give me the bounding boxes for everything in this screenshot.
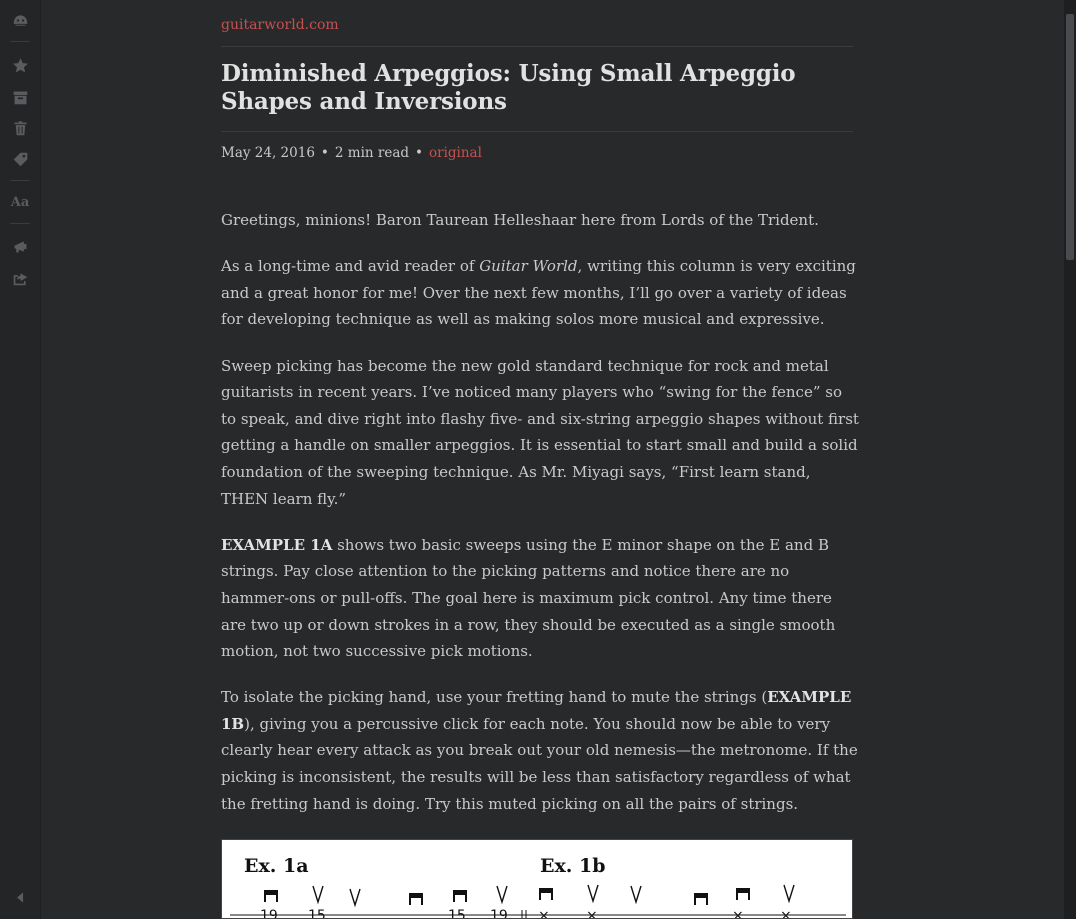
emphasis: Guitar World <box>479 257 578 276</box>
text: , writing this column is very exciting and a great honor for me! Over the next few months, I’ll go over a variety of ideas for developing technique as well as making solos more musical and expressive. <box>221 257 856 329</box>
scrollbar-thumb[interactable] <box>1066 14 1074 260</box>
source-domain-link[interactable]: guitarworld.com <box>221 17 339 33</box>
tag-icon[interactable] <box>11 150 29 168</box>
paragraph: Sweep picking has become the new gold standard technique for rock and metal guitarists in recent years. I’ve noticed many players who “swing for the fence” so to speak, and dive right into flashy five- and six-string arpeggio shapes without first getting a handle on smaller arpeggios. It is essential to start small and build a solid foundation of the sweeping technique. As Mr. Miyagi says, “First learn stand, THEN learn fly.” <box>221 356 859 508</box>
figure-label: Ex. 1b <box>540 855 606 877</box>
scrollbar[interactable] <box>1064 0 1076 919</box>
read-time: 2 min read <box>334 145 410 161</box>
paragraph: Greetings, minions! Baron Taurean Helleshaar here from Lords of the Trident. <box>221 211 819 229</box>
sidebar-divider <box>10 223 30 224</box>
paragraph <box>221 253 861 333</box>
tab-number: 15 <box>448 908 466 919</box>
tab-mute-mark: × <box>586 908 598 919</box>
article-title: Diminished Arpeggios: Using Small Arpeggio Shapes and Inversions <box>221 60 796 115</box>
sidebar-divider <box>10 180 30 181</box>
bold-text: EXAMPLE 1B <box>221 688 852 733</box>
tab-mute-mark: × <box>538 908 550 919</box>
text: shows two basic sweeps using the E minor shape on the E and B strings. Pay close attention to the picking patterns and notice there are no hammer-ons or pull-offs. The goal here is maximum pick control. Any time there are two up or down strokes in a row, they should be executed as a single smooth motion, not two successive pick motions. <box>221 535 836 661</box>
font-settings-icon[interactable]: Aa <box>10 194 30 210</box>
tab-number: 19 <box>260 908 278 919</box>
divider <box>221 46 853 47</box>
tab-number: 19 <box>490 908 508 919</box>
tab-notation-image <box>221 839 853 919</box>
sidebar-divider <box>10 41 30 42</box>
article-body <box>221 207 861 837</box>
text: As a long-time and avid reader of <box>221 257 480 276</box>
divider <box>221 131 853 132</box>
tab-number: 15 <box>308 908 326 919</box>
sidebar <box>0 0 41 919</box>
paragraph <box>221 532 861 665</box>
text: ), giving you a percussive click for each note. You should now be able to very clearly hear every attack as you break out your old nemesis—the metronome. If the picking is inconsistent, the results will be less than satisfactory regardless of what the fretting hand is doing. Try this muted picking on all the pairs of strings. <box>221 714 858 813</box>
tab-mute-mark: × <box>732 908 744 919</box>
text: To isolate the picking hand, use your fretting hand to mute the strings ( <box>221 688 768 707</box>
announce-icon[interactable] <box>11 237 29 255</box>
trash-icon[interactable] <box>11 119 29 137</box>
article-date: May 24, 2016 <box>221 145 315 161</box>
tab-staff <box>222 840 853 919</box>
star-icon[interactable] <box>11 56 29 74</box>
article-meta <box>221 145 482 161</box>
paragraph <box>221 684 861 817</box>
logo-icon[interactable] <box>11 11 29 29</box>
collapse-icon[interactable] <box>11 888 29 906</box>
separator-dot: • <box>320 145 329 161</box>
figure-label: Ex. 1a <box>244 855 309 877</box>
original-link[interactable]: original <box>428 145 482 161</box>
share-icon[interactable] <box>11 269 29 287</box>
archive-icon[interactable] <box>11 88 29 106</box>
tab-mute-mark: × <box>780 908 792 919</box>
separator-dot: • <box>415 145 423 161</box>
bold-text: EXAMPLE 1A <box>221 535 333 554</box>
